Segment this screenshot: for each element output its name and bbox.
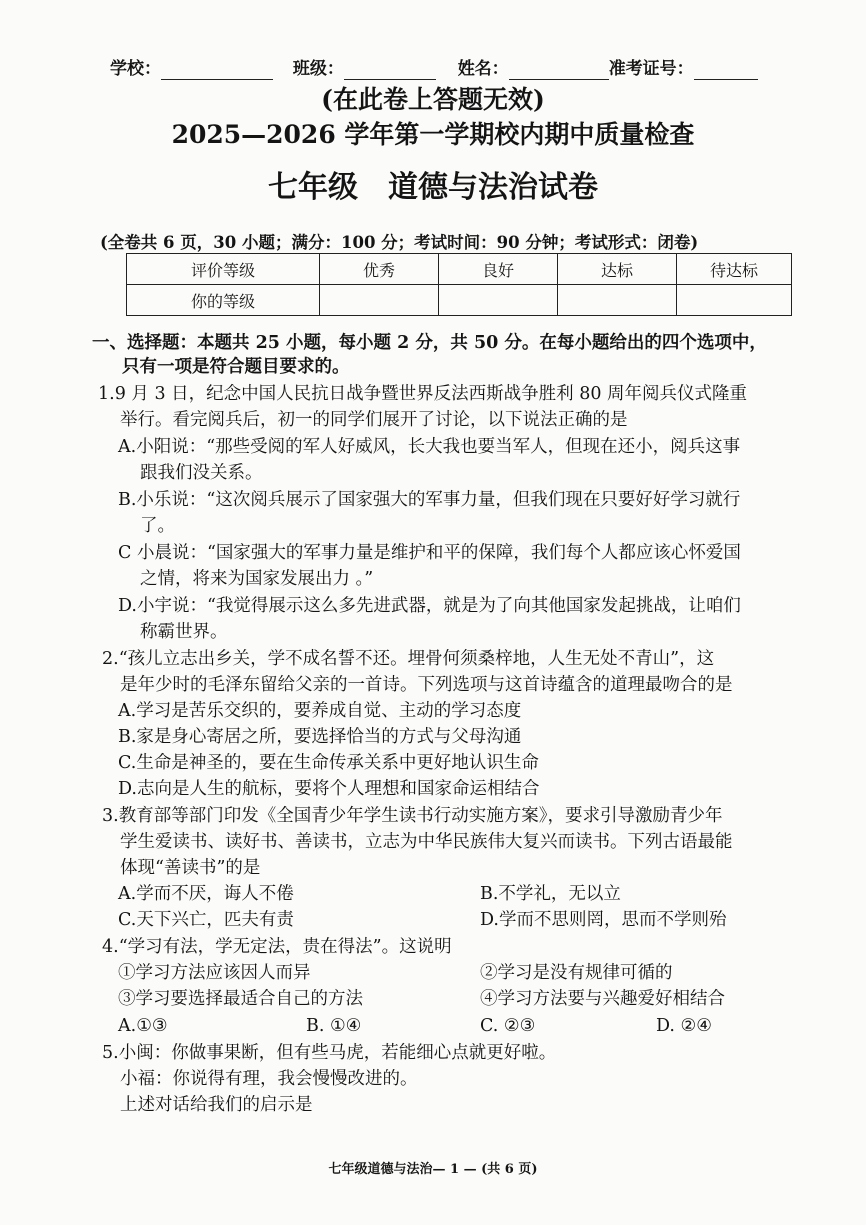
q3-option-b: B.不学礼，无以立 (480, 884, 621, 904)
q1-option-c: C 小晨说：“国家强大的军事力量是维护和平的保障，我们每个人都应该心怀爱国 (118, 543, 741, 563)
school-blank[interactable] (161, 61, 273, 80)
q4-statement-4: ④学习方法要与兴趣爱好相结合 (480, 989, 725, 1009)
q5-dialog-line2: 小福：你说得有理，我会慢慢改进的。 (120, 1069, 418, 1089)
grade-header-cell: 评价等级 (127, 254, 320, 285)
exam-subtitle: 七年级 道德与法治试卷 (268, 170, 598, 205)
name-blank[interactable] (509, 61, 609, 80)
exam-no-blank[interactable] (694, 61, 758, 80)
grade-cell[interactable] (677, 285, 792, 316)
name-label: 姓名： (457, 59, 509, 79)
q1-option-a: A.小阳说：“那些受阅的军人好威风，长大我也要当军人，但现在还小，阅兵这事 (118, 437, 741, 457)
grade-cell[interactable] (439, 285, 558, 316)
grade-table (126, 253, 792, 316)
q1-option-d-cont: 称霸世界。 (140, 622, 228, 642)
grade-header-cell: 优秀 (320, 254, 439, 285)
class-label: 班级： (292, 59, 344, 79)
q5-stem: 上述对话给我们的启示是 (120, 1095, 313, 1115)
exam-no-label: 准考证号： (608, 59, 694, 79)
grade-header-cell: 达标 (558, 254, 677, 285)
q4-option-c: C. ②③ (480, 1016, 536, 1036)
q2-option-b: B.家是身心寄居之所，要选择恰当的方式与父母沟通 (118, 727, 522, 747)
q1-stem-line1: 1.9 月 3 日，纪念中国人民抗日战争暨世界反法西斯战争胜利 80 周年阅兵仪式隆重 (98, 384, 748, 404)
section1-line2: 只有一项是符合题目要求的。 (122, 357, 350, 377)
q4-statement-2: ②学习是没有规律可循的 (480, 963, 673, 983)
q1-option-a-cont: 跟我们没关系。 (140, 463, 263, 483)
grade-table-header-row (127, 254, 792, 285)
q4-stem: 4.“学习有法，学无定法，贵在得法”。这说明 (102, 937, 452, 957)
grade-table-value-row (127, 285, 792, 316)
grade-cell[interactable] (320, 285, 439, 316)
q3-stem-line3: 体现“善读书”的是 (120, 858, 261, 878)
section1-line1: 一、选择题：本题共 25 小题，每小题 2 分，共 50 分。在每小题给出的四个选项中， (92, 333, 767, 353)
q4-option-d: D. ②④ (656, 1016, 712, 1036)
q4-option-b: B. ①④ (306, 1016, 362, 1036)
q4-statement-1: ①学习方法应该因人而异 (118, 963, 311, 983)
q1-option-b-cont: 了。 (140, 516, 175, 536)
q3-stem-line2: 学生爱读书、读好书、善读书，立志为中华民族伟大复兴而读书。下列古语最能 (120, 832, 733, 852)
q1-option-b: B.小乐说：“这次阅兵展示了国家强大的军事力量，但我们现在只要好好学习就行 (118, 490, 741, 510)
grade-row-label: 你的等级 (127, 285, 320, 316)
q2-stem-line2: 是年少时的毛泽东留给父亲的一首诗。下列选项与这首诗蕴含的道理最吻合的是 (120, 675, 733, 695)
q2-option-a: A.学习是苦乐交织的，要养成自觉、主动的学习态度 (118, 701, 522, 721)
q4-option-a: A.①③ (118, 1016, 168, 1036)
exam-title: 2025—2026 学年第一学期校内期中质量检查 (171, 120, 695, 149)
q3-option-c: C.天下兴亡，匹夫有责 (118, 910, 294, 930)
q1-option-d: D.小宇说：“我觉得展示这么多先进武器，就是为了向其他国家发起挑战，让咱们 (118, 596, 741, 616)
class-blank[interactable] (344, 61, 436, 80)
q1-stem-line2: 举行。看完阅兵后，初一的同学们展开了讨论，以下说法正确的是 (120, 410, 628, 430)
grade-header-cell: 待达标 (677, 254, 792, 285)
q3-stem-line1: 3.教育部等部门印发《全国青少年学生读书行动实施方案》，要求引导激励青少年 (102, 806, 723, 826)
exam-info: (全卷共 6 页，30 小题；满分：100 分；考试时间：90 分钟；考试形式：闭卷) (100, 233, 699, 252)
q1-option-c-cont: 之情，将来为国家发展出力 。” (140, 569, 374, 589)
school-label: 学校： (110, 59, 161, 79)
header-fill-line (110, 58, 758, 80)
q4-statement-3: ③学习要选择最适合自己的方法 (118, 989, 363, 1009)
q2-option-c: C.生命是神圣的，要在生命传承关系中更好地认识生命 (118, 753, 539, 773)
q2-option-d: D.志向是人生的航标，要将个人理想和国家命运相结合 (118, 779, 540, 799)
grade-header-cell: 良好 (439, 254, 558, 285)
grade-cell[interactable] (558, 285, 677, 316)
q2-stem-line1: 2.“孩儿立志出乡关，学不成名誓不还。埋骨何须桑梓地，人生无处不青山”，这 (102, 649, 715, 669)
q5-dialog-line1: 5.小闽：你做事果断，但有些马虎，若能细心点就更好啦。 (102, 1043, 557, 1063)
q3-option-a: A.学而不厌，诲人不倦 (118, 884, 294, 904)
q3-option-d: D.学而不思则罔，思而不学则殆 (480, 910, 727, 930)
notice: (在此卷上答题无效) (321, 85, 545, 114)
page-footer: 七年级道德与法治— 1 — (共 6 页) (328, 1162, 538, 1177)
